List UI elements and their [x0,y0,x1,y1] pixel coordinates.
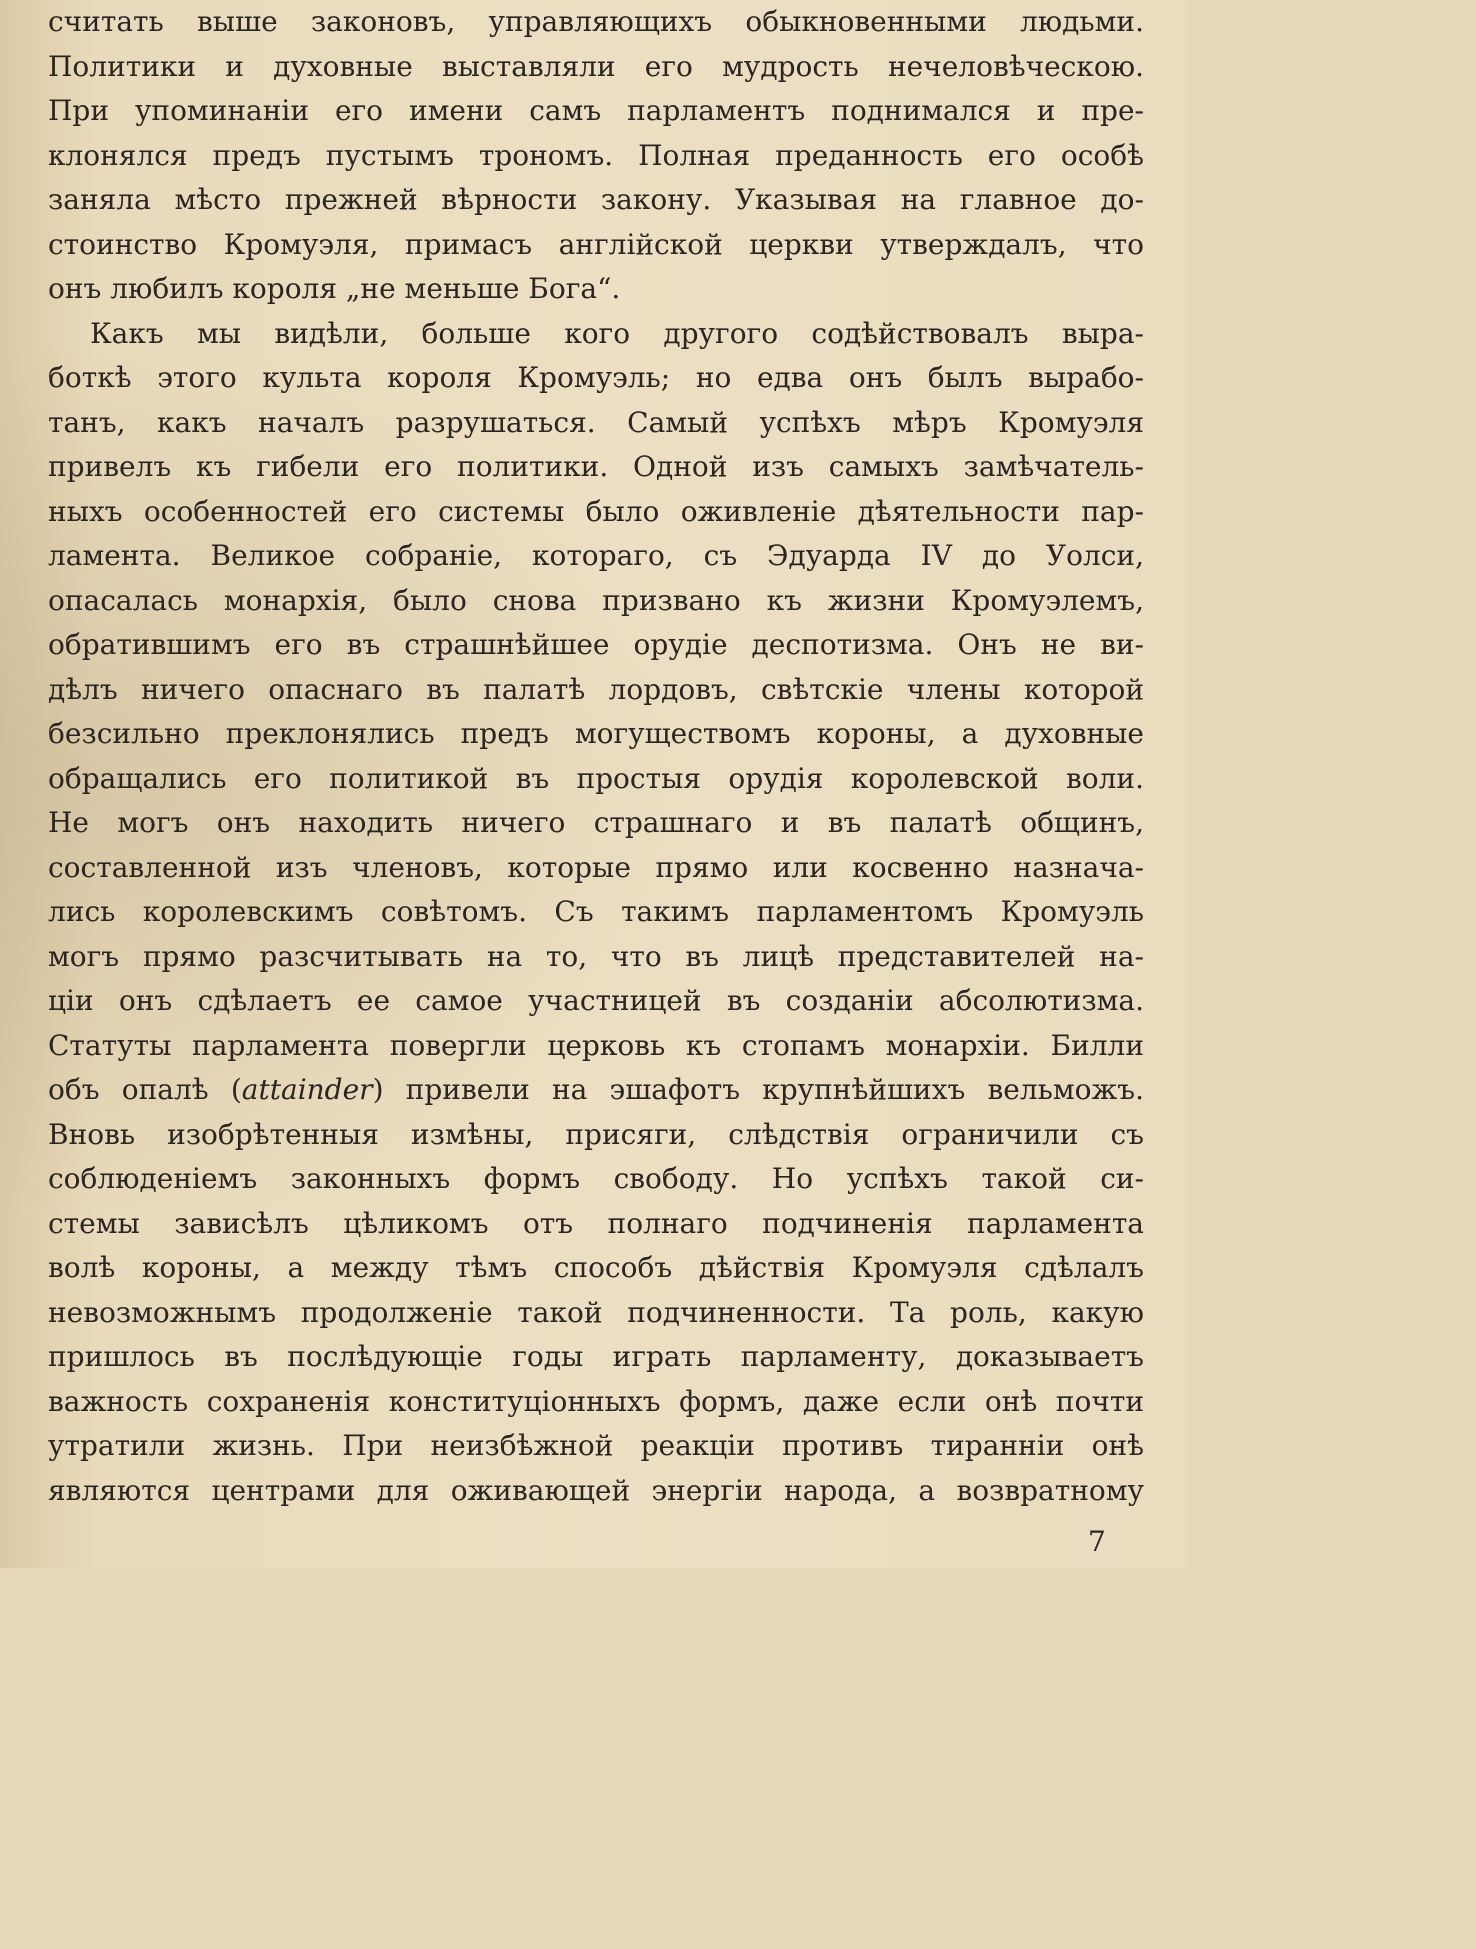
page-number: 7 [1088,1525,1106,1558]
text-line: лись королевскимъ совѣтомъ. Съ такимъ парламентомъ Кромуэль [48,895,1144,928]
text-line: являются центрами для оживающей энергіи народа, а возвратному [48,1473,1144,1507]
text-line: привелъ къ гибели его политики. Одной изъ самыхъ замѣчатель- [48,450,1144,483]
line-start-text: объ опалѣ ( [48,1073,242,1106]
italic-term: attainder [241,1073,373,1106]
line-end-text: ) привели на эшафотъ крупнѣйшихъ вельможъ. [372,1073,1144,1106]
text-line: обратившимъ его въ страшнѣйшее орудіе деспотизма. Онъ не ви- [48,628,1144,661]
text-line: Вновь изобрѣтенныя измѣны, присяги, слѣдствія ограничили съ [48,1117,1144,1151]
text-line: составленной изъ членовъ, которые прямо или косвенно назнача- [48,850,1144,884]
text-line: клонялся предъ пустымъ трономъ. Полная преданность его особѣ [48,138,1144,172]
text-line: ныхъ особенностей его системы было оживленіе дѣятельности пар- [48,494,1144,528]
text-line: боткѣ этого культа короля Кромуэль; но едва онъ былъ вырабо- [48,361,1144,394]
paragraph-first-line: Какъ мы видѣли, больше кого другого содѣйствовалъ выра- [90,316,1144,350]
text-line: Статуты парламента повергли церковь къ стопамъ монархіи. Билли [48,1028,1144,1062]
text-line: При упоминаніи его имени самъ парламентъ поднимался и пре- [48,94,1144,127]
text-line: волѣ короны, а между тѣмъ способъ дѣйствія Кромуэля сдѣлалъ [48,1251,1144,1284]
text-line: стемы зависѣлъ цѣликомъ отъ полнаго подчиненія парламента [48,1206,1144,1240]
text-line: ціи онъ сдѣлаетъ ее самое участницей въ созданіи абсолютизма. [48,984,1144,1017]
body-text [48,0,1144,1513]
text-line: Не могъ онъ находить ничего страшнаго и въ палатѣ общинъ, [48,806,1144,839]
text-line: утратили жизнь. При неизбѣжной реакціи противъ тиранніи онѣ [48,1429,1144,1462]
text-line: дѣлъ ничего опаснаго въ палатѣ лордовъ, свѣтскіе члены которой [48,672,1144,706]
text-line: заняла мѣсто прежней вѣрности закону. Указывая на главное до- [48,183,1144,216]
text-line: танъ, какъ началъ разрушаться. Самый успѣхъ мѣръ Кромуэля [48,405,1144,439]
text-line: важность сохраненія конституціонныхъ формъ, даже если онѣ почти [48,1384,1144,1418]
text-line: обращались его политикой въ простыя орудія королевской воли. [48,761,1144,795]
text-line: ламента. Великое собраніе, котораго, съ Эдуарда IV до Уолси, [48,539,1144,572]
text-line-with-italic [48,1068,1144,1113]
text-line: соблюденіемъ законныхъ формъ свободу. Но успѣхъ такой си- [48,1162,1144,1195]
text-line: могъ прямо разсчитывать на то, что въ лицѣ представителей на- [48,939,1144,973]
text-line: опасалась монархія, было снова призвано къ жизни Кромуэлемъ, [48,583,1144,617]
text-line: стоинство Кромуэля, примасъ англійской церкви утверждалъ, что [48,227,1144,261]
text-line: пришлось въ послѣдующіе годы играть парламенту, доказываетъ [48,1340,1144,1373]
text-line: безсильно преклонялись предъ могуществомъ короны, а духовные [48,717,1144,750]
text-line: невозможнымъ продолженіе такой подчиненности. Та роль, какую [48,1295,1144,1329]
paragraph-end-line: онъ любилъ короля „не меньше Бога“. [48,272,621,305]
text-line: Политики и духовные выставляли его мудрость нечеловѣческою. [48,49,1144,83]
text-line: считать выше законовъ, управляющихъ обыкновенными людьми. [48,5,1144,38]
